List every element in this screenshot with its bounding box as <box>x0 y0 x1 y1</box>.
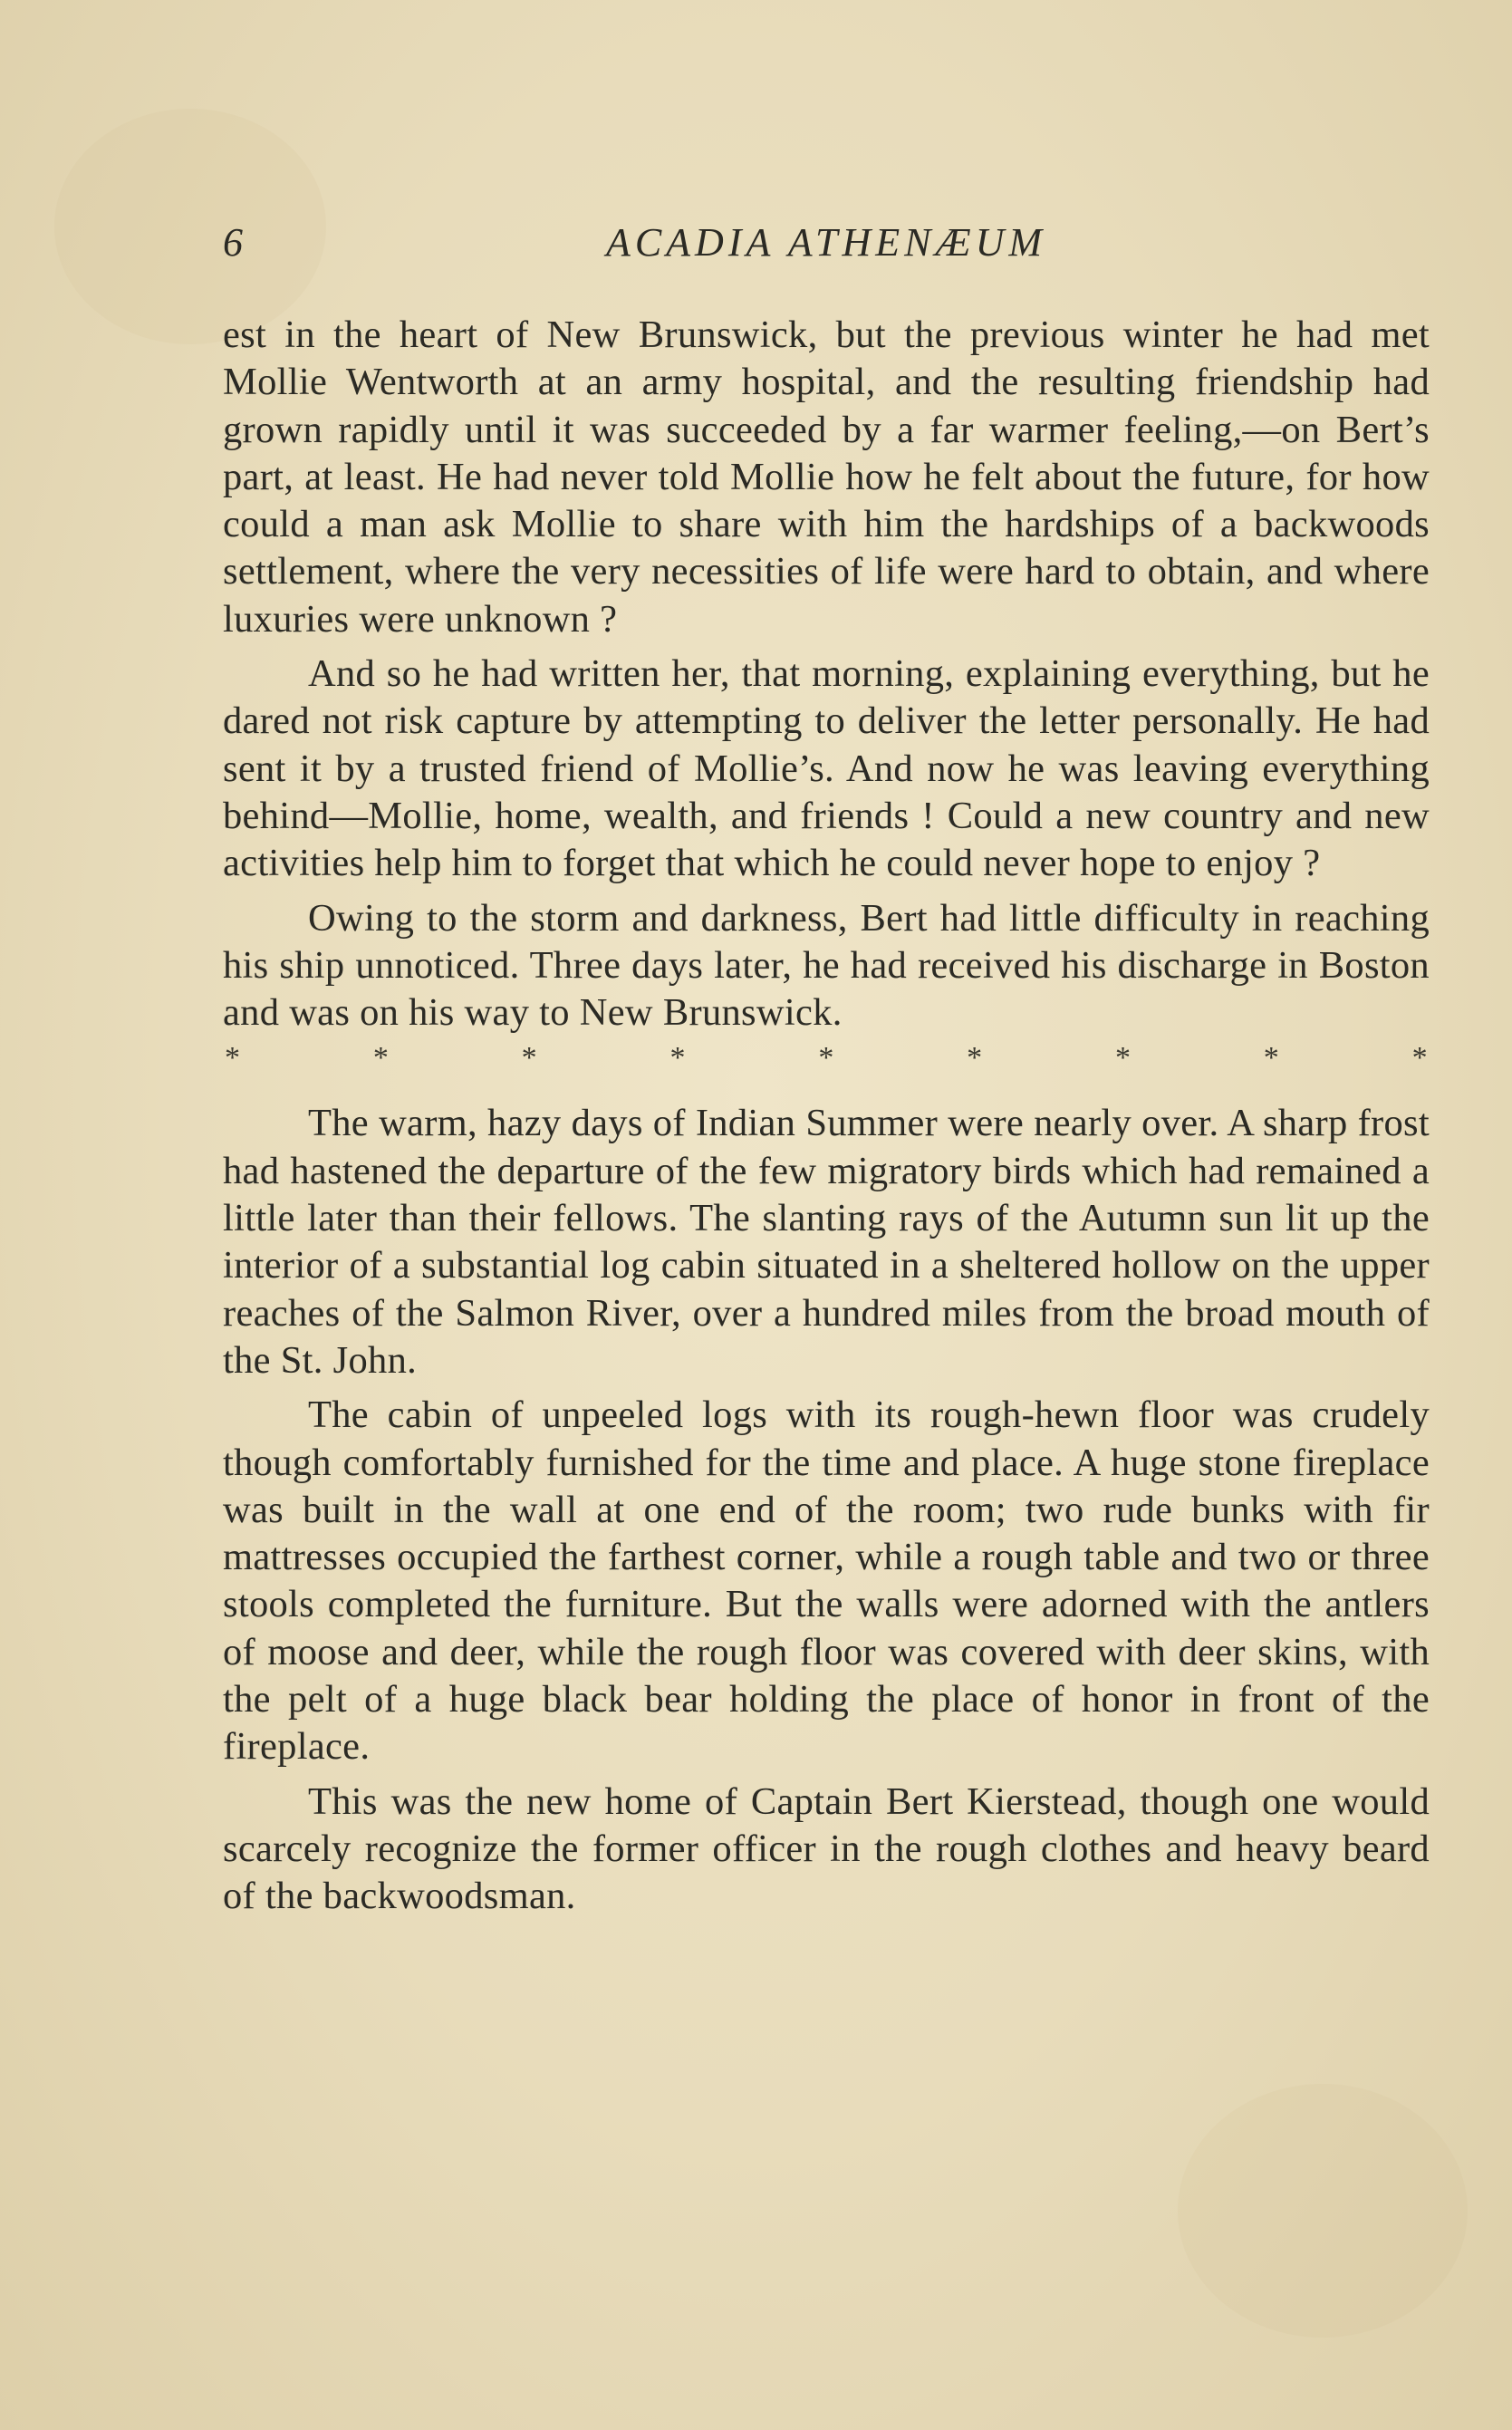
asterisk: * <box>1263 1041 1280 1075</box>
asterisk: * <box>372 1041 390 1075</box>
paper-stain <box>1178 2084 1468 2338</box>
asterisk: * <box>967 1041 983 1075</box>
paragraph: The warm, hazy days of Indian Summer were nearly over. A sharp frost had hastened the departure of the few migratory birds which had remained a little later than their fellows. The slanting rays of the Autumn sun lit up the interior of a substantial log cabin situated in a sheltered hollow on the upper reaches of the Salmon River, over a hundred miles from the broad mouth of the St. John. <box>223 1102 1430 1382</box>
paragraph: The cabin of unpeeled logs with its rough-hewn floor was crudely though comfortably furnished for the time and place. A huge stone fireplace was built in the wall at one end of the room; two rude bunks with fir mattresses occupied the farthest corner, while a rough table and two or three stools completed the furniture. But the walls were adorned with the antlers of moose and deer, while the rough floor was covered with deer skins, with the pelt of a huge black bear holding the place of honor in front of the fireplace. <box>223 1393 1430 1769</box>
page-header <box>223 216 1430 270</box>
asterisk: * <box>1114 1041 1132 1075</box>
page-number: 6 <box>223 220 243 265</box>
asterisk: * <box>225 1041 241 1075</box>
asterisk: * <box>818 1041 834 1075</box>
paragraph: Owing to the storm and darkness, Bert had little difficulty in reaching his ship unnoticed. Three days later, he had received his discharge in Boston and was on his way to New Brunswick. <box>223 896 1430 1035</box>
asterisk: * <box>669 1041 686 1075</box>
body-text <box>223 312 1430 1928</box>
paragraph: This was the new home of Captain Bert Kierstead, though one would scarcely recognize the former officer in the rough clothes and heavy beard of the backwoodsman. <box>223 1779 1430 1918</box>
section-break <box>223 1040 1430 1076</box>
asterisk: * <box>521 1041 537 1075</box>
paragraph: And so he had written her, that morning, explaining everything, but he dared not risk capture by attempting to deliver the letter personally. He had sent it by a trusted friend of Mollie’s. And now he was leaving everything behind—Mollie, home, wealth, and friends ! Could a new country and new activities help him to forget that which he could never hope to enjoy ? <box>223 652 1430 885</box>
asterisk: * <box>1411 1041 1428 1075</box>
paragraph: est in the heart of New Brunswick, but the previous winter he had met Mollie Wentworth at an army hospital, and the resulting friendship had grown rapidly until it was succeeded by a far warmer feeling,—on Bert’s part, at least. He had never told Mollie how he felt about the future, for how could a man ask Mollie to share with him the hardships of a backwoods settlement, where the very necessities of life were hard to obtain, and where luxuries were unknown ? <box>223 313 1430 641</box>
running-title: ACADIA ATHENÆUM <box>605 220 1047 265</box>
